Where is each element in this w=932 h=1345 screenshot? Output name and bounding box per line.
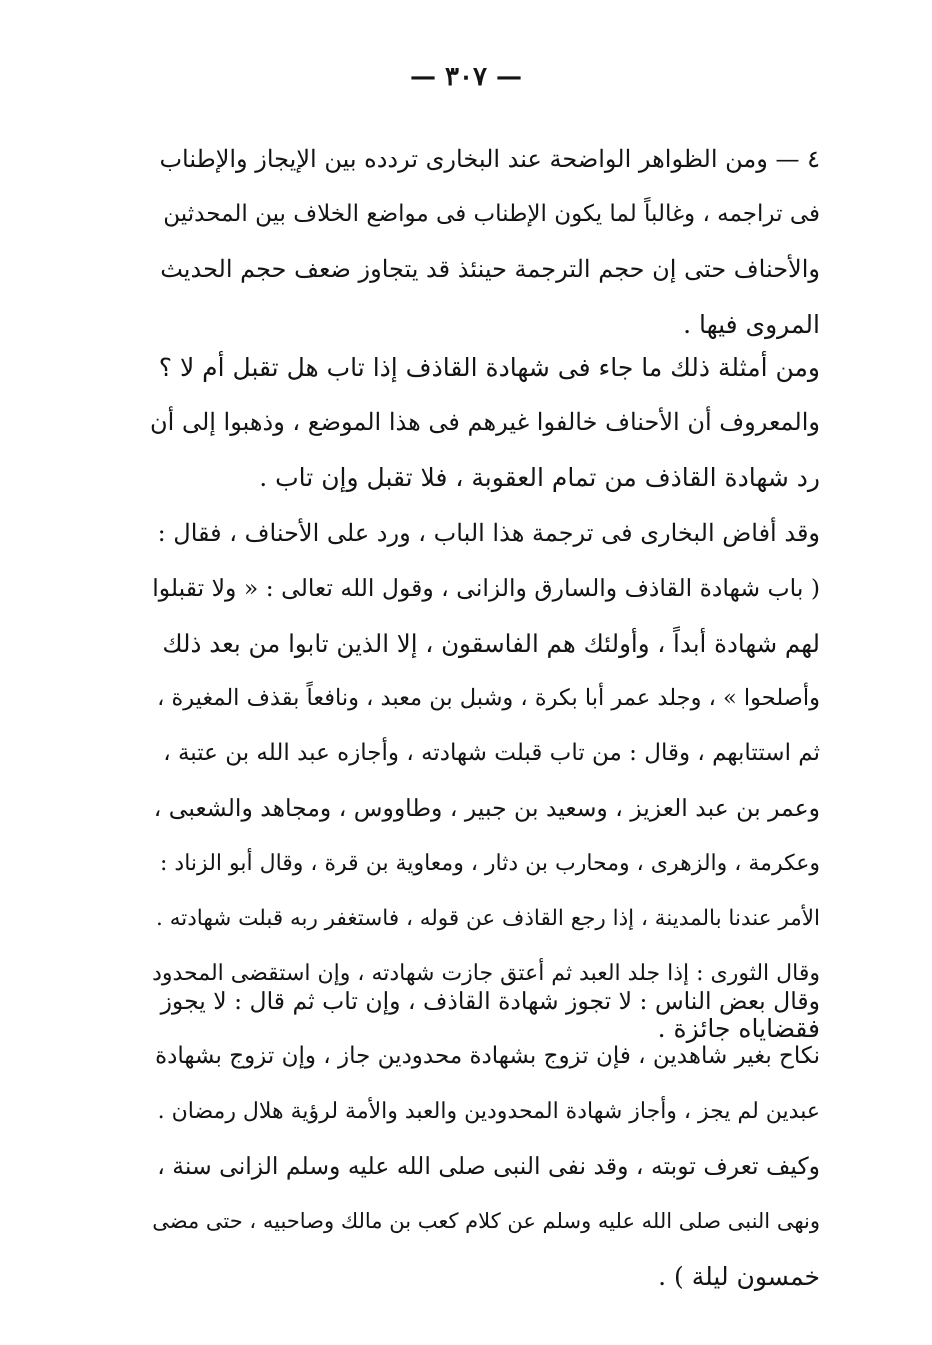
text-line: وأصلحوا » ، وجلد عمر أبا بكرة ، وشبل بن معبد ، ونافعاً بقذف المغيرة ،	[157, 685, 820, 711]
text-line: ثم استتابهم ، وقال : من تاب قبلت شهادته ، وأجازه عبد الله بن عتبة ،	[163, 740, 820, 766]
paragraph-1	[150, 132, 820, 352]
text-line: المروى فيها .	[683, 310, 820, 339]
text-line: رد شهادة القاذف من تمام العقوبة ، فلا تقبل وإن تاب .	[259, 463, 820, 492]
text-line: ( باب شهادة القاذف والسارق والزانى ، وقول الله تعالى : « ولا تقبلوا	[152, 574, 820, 602]
page-number: — ٣٠٧ —	[409, 62, 523, 92]
text-line: والأحناف حتى إن حجم الترجمة حينئذ قد يتجاوز ضعف حجم الحديث	[160, 255, 820, 283]
text-line: وقال الثورى : إذا جلد العبد ثم أعتق جازت شهادته ، وإن استقضى المحدود	[152, 961, 820, 986]
text-line: وقد أفاض البخارى فى ترجمة هذا الباب ، ورد على الأحناف ، فقال :	[157, 519, 820, 547]
text-line: وعكرمة ، والزهرى ، ومحارب بن دثار ، ومعاوية بن قرة ، وقال أبو الزناد :	[160, 851, 820, 876]
text-line: ٤ — ومن الظواهر الواضحة عند البخارى تردده بين الإيجاز والإطناب	[159, 145, 820, 173]
text-line: والمعروف أن الأحناف خالفوا غيرهم فى هذا الموضع ، وذهبوا إلى أن	[150, 408, 820, 436]
paragraph-4	[150, 974, 820, 1304]
text-line: ومن أمثلة ذلك ما جاء فى شهادة القاذف إذا تاب هل تقبل أم لا ؟	[158, 353, 820, 382]
text-line: عبدين لم يجز ، وأجاز شهادة المحدودين والعبد والأمة لرؤية هلال رمضان .	[157, 1099, 820, 1124]
text-line: وقال بعض الناس : لا تجوز شهادة القاذف ، وإن تاب ثم قال : لا يجوز	[160, 987, 820, 1015]
text-line: الأمر عندنا بالمدينة ، إذا رجع القاذف عن قوله ، فاستغفر ربه قبلت شهادته .	[156, 906, 820, 931]
text-line: فى تراجمه ، وغالباً لما يكون الإطناب فى مواضع الخلاف بين المحدثين	[163, 201, 820, 227]
text-line: فقضاياه جائزة .	[657, 1014, 820, 1043]
text-line: نكاح بغير شاهدين ، فإن تزوج بشهادة محدودين جاز ، وإن تزوج بشهادة	[155, 1043, 820, 1069]
text-line: خمسون ليلة ) .	[658, 1262, 820, 1291]
text-line: وعمر بن عبد العزيز ، وسعيد بن جبير ، وطاووس ، ومجاهد والشعبى ،	[153, 794, 820, 822]
text-line: لهم شهادة أبداً ، وأولئك هم الفاسقون ، إلا الذين تابوا من بعد ذلك	[162, 629, 820, 658]
text-line: وكيف تعرف توبته ، وقد نفى النبى صلى الله عليه وسلم الزانى سنة ،	[157, 1152, 820, 1180]
text-line: ونهى النبى صلى الله عليه وسلم عن كلام كعب بن مالك وصاحبيه ، حتى مضى	[152, 1209, 820, 1233]
paragraph-2	[150, 340, 820, 505]
